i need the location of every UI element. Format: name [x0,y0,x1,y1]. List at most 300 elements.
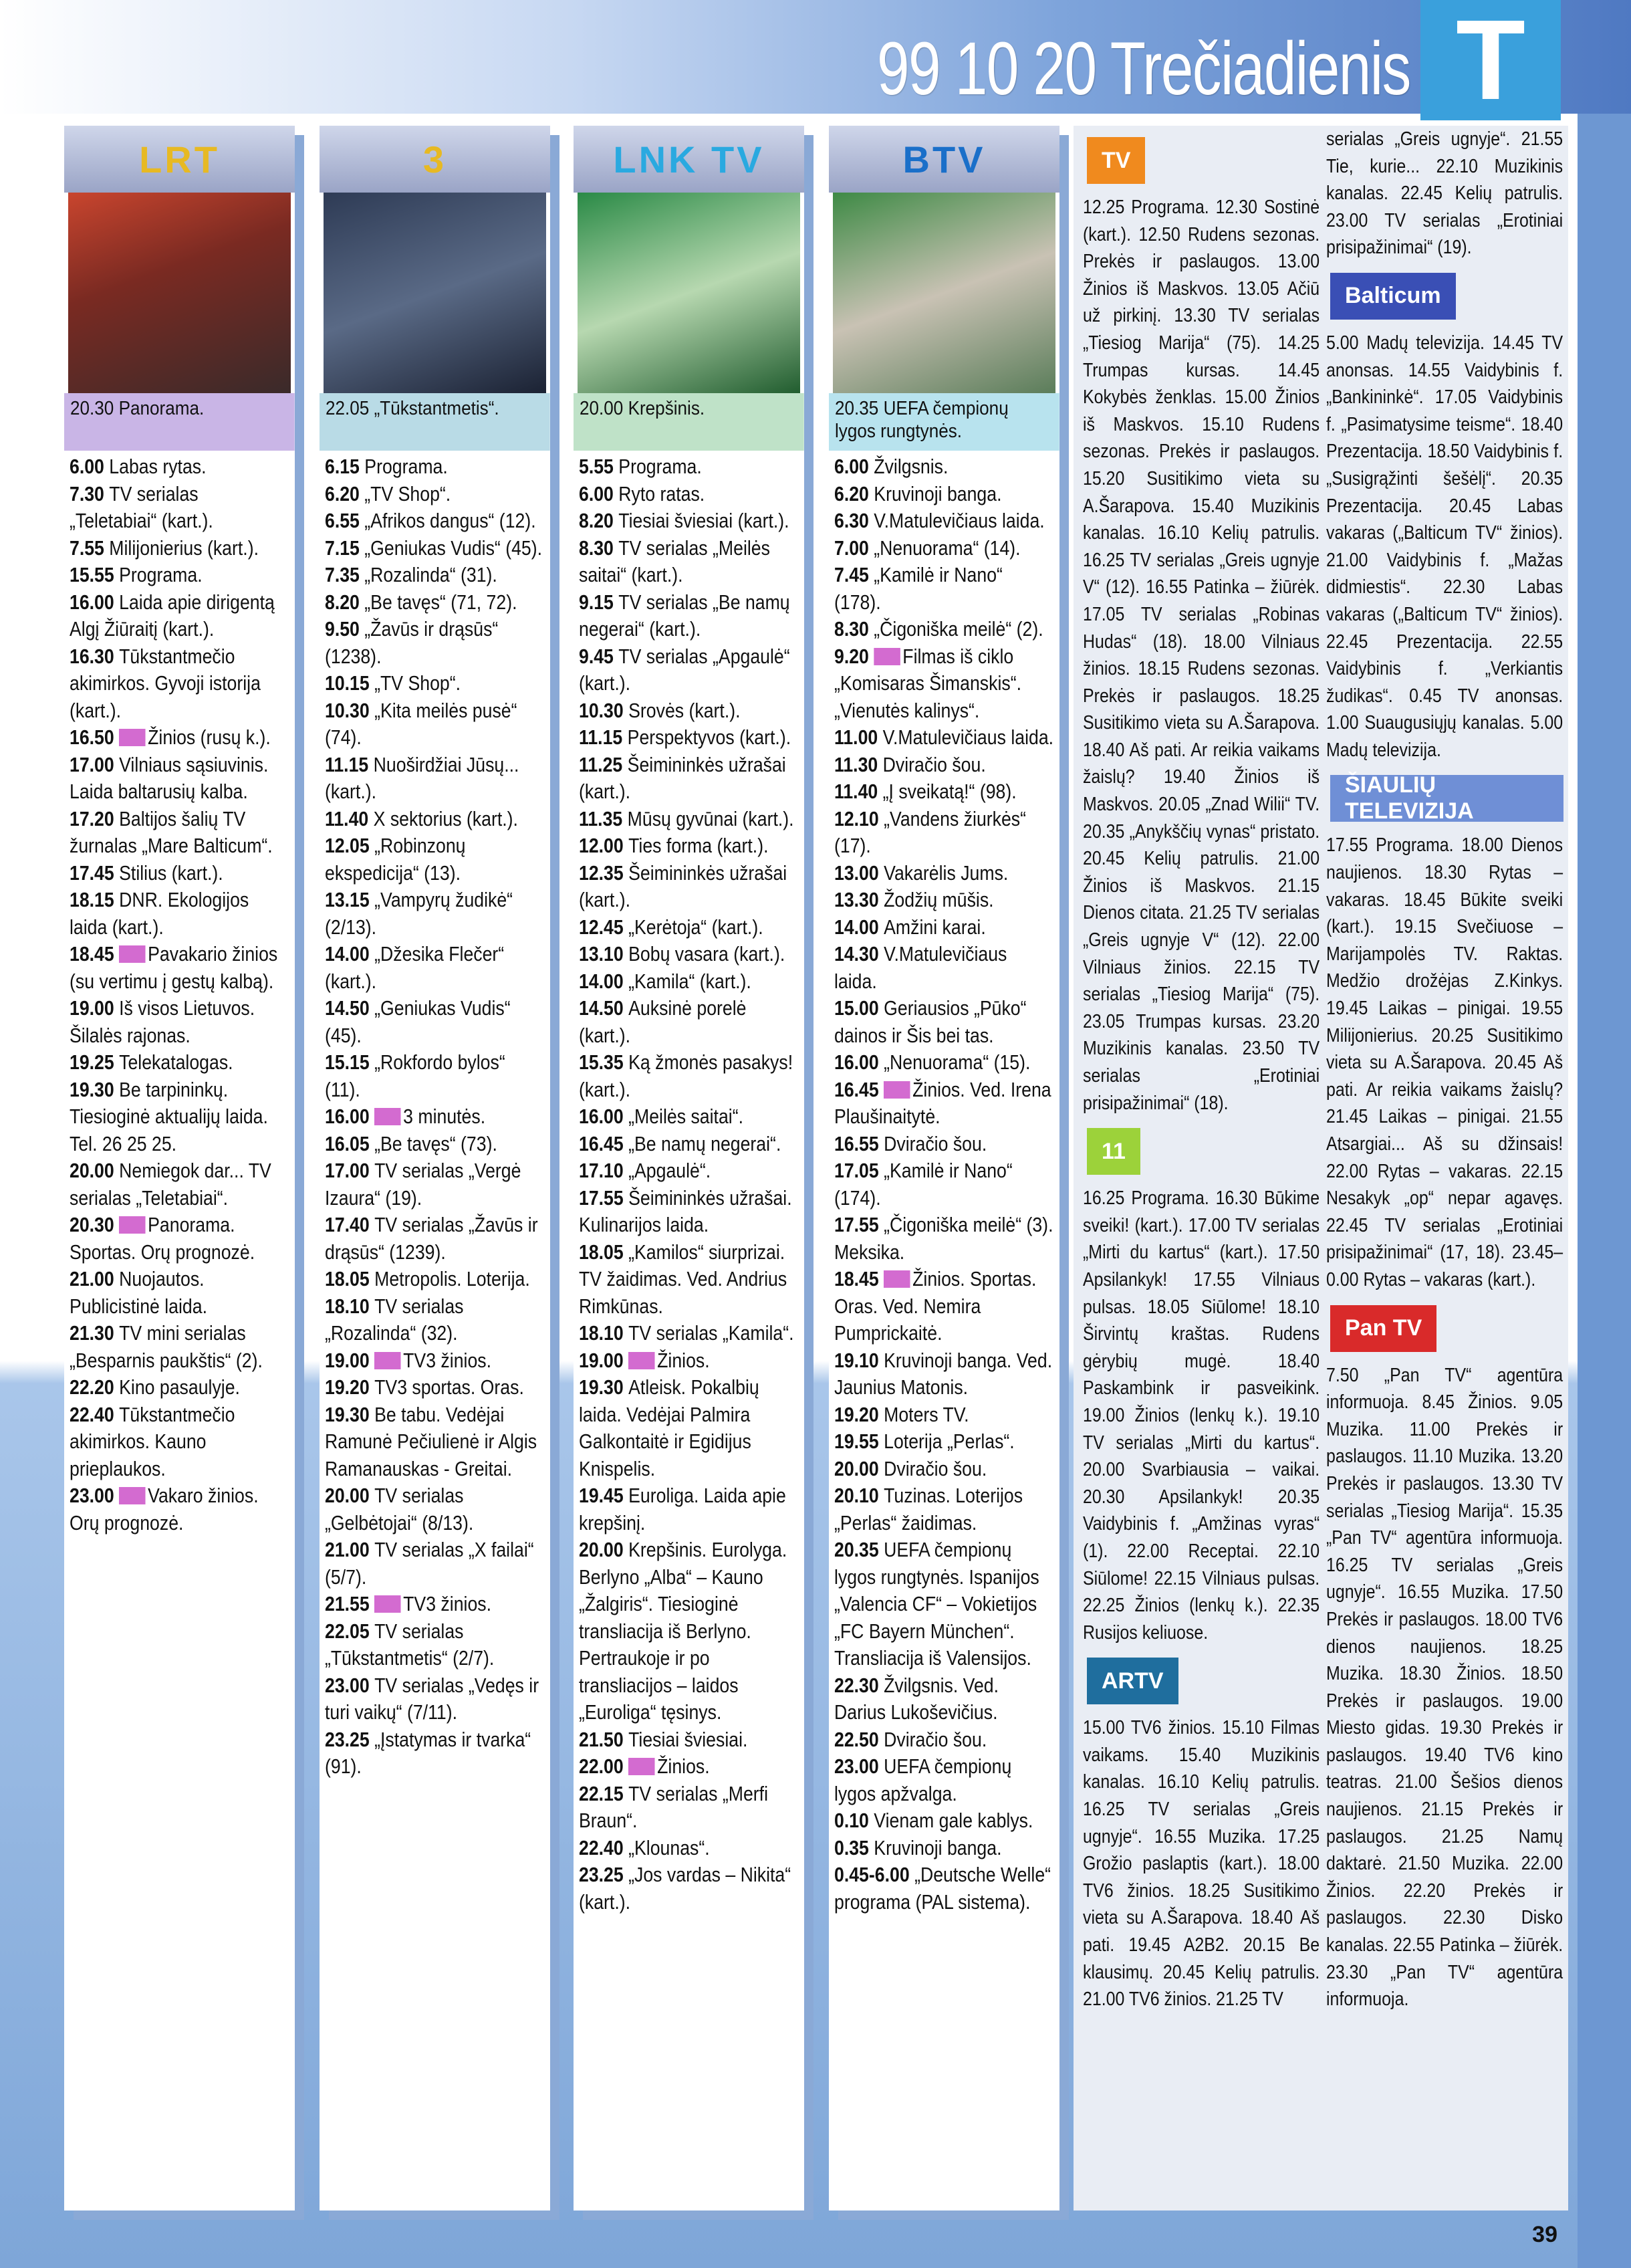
entry-time: 18.10 [325,1294,375,1318]
entry-time: 16.45 [579,1131,629,1155]
entry-time: 18.10 [579,1321,629,1345]
entry-time: 15.15 [325,1050,375,1074]
schedule-entry [325,1103,544,1131]
entry-time: 22.40 [579,1835,629,1859]
schedule-entry [325,697,544,752]
schedule-entry [579,1781,798,1835]
schedule-entry [325,562,544,589]
entry-title: Iš visos Lietuvos. Šilalės rajonas. [70,996,255,1047]
schedule-entry [325,1537,544,1591]
entry-time: 8.20 [325,590,365,614]
schedule-entry [70,806,289,860]
entry-title: UEFA čempionų lygos apžvalga. [834,1754,1012,1805]
news-logo-icon [374,1352,401,1369]
entry-time: 18.05 [325,1267,375,1290]
entry-time: 20.00 [325,1484,375,1507]
page-title: 99 10 20 Trečiadienis [877,27,1410,110]
schedule-entry [325,1672,544,1726]
schedule-entry [579,1239,798,1321]
entry-title: „Kamilos“ siurprizai. TV žaidimas. Ved. Andrius Rimkūnas. [579,1240,787,1318]
entry-time: 23.00 [325,1673,375,1697]
entry-title: Bobų vasara (kart.). [628,942,785,966]
entry-title: TV serialas „Rozalinda“ (32). [325,1294,464,1345]
entry-time: 0.45-6.00 [834,1863,915,1886]
entry-title: TV mini serialas „Besparnis paukštis“ (2). [70,1321,263,1372]
schedule-entry [325,941,544,995]
entry-time: 16.00 [579,1105,629,1128]
schedule-entry [70,481,289,535]
schedule-entry [834,1131,1053,1158]
channel-logo [1330,268,1563,324]
entry-title: Tiesiai šviesiai. [628,1727,748,1751]
entry-title: Vilniaus sąsiuvinis. Laida baltarusių kalba. [70,752,269,803]
entry-title: Ką žmonės pasakys! (kart.). [579,1050,793,1101]
entry-time: 14.30 [834,942,884,966]
schedule-entry [579,481,798,508]
entry-time: 14.50 [325,996,375,1020]
news-logo-icon [628,1352,655,1369]
entry-time: 22.30 [834,1673,884,1697]
schedule-entry [834,1672,1053,1726]
entry-title: TV3 sportas. Oras. [374,1375,524,1399]
entry-time: 6.00 [70,455,110,478]
news-logo-icon [119,1216,146,1234]
entry-time: 6.00 [834,455,874,478]
schedule-entry [579,1726,798,1754]
entry-title: Euroliga. Laida apie krepšinį. [579,1484,786,1535]
schedule-entry [834,724,1053,752]
entry-time: 17.10 [579,1159,629,1182]
channel-logo [1087,1123,1320,1179]
entry-time: 20.30 [70,1213,120,1236]
entry-time: 7.15 [325,536,365,560]
schedule-entry [325,1726,544,1781]
entry-time: 19.20 [834,1402,884,1426]
schedule-entry [325,1618,544,1672]
entry-time: 9.15 [579,590,619,614]
schedule-entry [834,481,1053,508]
entry-time: 19.30 [325,1402,375,1426]
entry-time: 20.00 [70,1159,120,1182]
schedule-list [829,451,1059,1916]
channel-logo-text: 11 [1087,1128,1140,1175]
entry-title: TV3 žinios. [403,1348,492,1372]
schedule-list [64,451,295,1537]
entry-title: 3 minutės. [403,1105,486,1128]
schedule-entry [579,860,798,914]
schedule-entry [579,724,798,752]
schedule-entry [325,453,544,481]
schedule-entry [834,941,1053,995]
schedule-entry [579,1049,798,1103]
schedule-entry [834,535,1053,562]
entry-time: 21.00 [325,1538,375,1561]
entry-title: Tūkstantmečio akimirkos. Kauno prieplaukos. [70,1402,235,1480]
entry-time: 14.50 [579,996,629,1020]
channel-logo-text: Balticum [1330,273,1456,320]
entry-time: 18.45 [70,942,120,966]
entry-time: 21.30 [70,1321,120,1345]
entry-title: Dviračio šou. [884,1456,987,1480]
entry-title: Nuoširdžiai Jūsų... (kart.). [325,752,519,803]
entry-time: 16.30 [70,644,120,668]
entry-title: Mūsų gyvūnai (kart.). [627,806,794,830]
entry-title: Žvilgsnis. Ved. Darius Lukoševičius. [834,1673,999,1724]
entry-title: Tuzinas. Loterijos „Perlas“ žaidimas. [834,1484,1023,1535]
schedule-entry [70,887,289,941]
entry-title: Geriausios „Pūko“ dainos ir Šis bei tas. [834,996,1027,1047]
entry-title: „Nenuorama“ (15). [884,1050,1031,1074]
entry-title: V.Matulevičiaus laida. [882,725,1054,749]
schedule-entry [325,806,544,833]
entry-time: 23.00 [70,1484,120,1507]
news-logo-icon [628,1758,655,1775]
channel-logo-text: TV [1087,137,1145,184]
schedule-entry [834,1753,1053,1807]
entry-time: 17.00 [70,752,120,776]
entry-time: 19.00 [325,1348,375,1372]
schedule-entry [325,1347,544,1375]
entry-title: „Apgaulė“. [628,1159,711,1182]
entry-title: Krepšinis. Eurolyga. Berlyno „Alba“ – Kauno „Žalgiris“. Tiesioginė transliacija iš Berlyno. Pertraukoje ir po transliacijos – laidos „Euroliga“ tęsinys. [579,1538,787,1724]
entry-time: 23.00 [834,1754,884,1778]
entry-time: 20.00 [579,1538,629,1561]
entry-time: 20.35 [834,1538,884,1561]
schedule-entry [70,995,289,1049]
news-logo-icon [884,1081,910,1099]
entry-time: 7.55 [70,536,110,560]
entry-time: 16.00 [325,1105,375,1128]
schedule-entry [325,481,544,508]
entry-title: „Kerėtoja“ (kart.). [628,915,763,939]
entry-time: 0.35 [834,1835,874,1859]
entry-time: 13.15 [325,888,375,911]
schedule-entry [325,887,544,941]
entry-time: 6.20 [325,481,365,505]
entry-title: „Afrikos dangus“ (12). [364,509,536,532]
entry-time: 18.45 [834,1267,884,1290]
entry-title: Nemiegok dar... TV serialas „Teletabiai“. [70,1159,271,1210]
entry-title: Dviračio šou. [882,752,986,776]
entry-title: Telekatalogas. [119,1050,233,1074]
schedule-entry [834,1401,1053,1429]
schedule-entry [579,806,798,833]
schedule-paragraph: 7.50 „Pan TV“ agentūra informuoja. 8.45 Žinios. 9.05 Muzika. 11.00 Prekės ir paslaugos. 11.10 Muzika. 13.20 Prekės ir paslaugos. 13.30 TV serialas „Tiesiog Marija“. 15.35 „Pan TV“ agentūra informuoja. 16.25 TV serialas „Greis ugnyje“. 16.55 Muzika. 17.50 Prekės ir paslaugos. 18.00 TV6 dienos naujienos. 18.25 Muzika. 18.30 Žinios. 18.50 Prekės ir paslaugos. 19.00 Miesto gidas. 19.30 Prekės ir paslaugos. 19.40 TV6 kino teatras. 21.00 Šešios dienos naujienos. 21.15 Prekės ir paslaugos. 21.25 Namų daktarė. 21.50 Muzika. 22.00 Žinios. 22.20 Prekės ir paslaugos. 22.30 Disko kanalas. 22.55 Patinka – žiūrėk. 23.30 „Pan TV“ agentūra informuoja. [1326,1364,1563,2011]
channel-logo [1330,1300,1563,1357]
entry-title: Žinios. [657,1754,710,1778]
schedule-entry [834,1482,1053,1537]
entry-time: 14.00 [325,942,375,966]
schedule-entry [325,1591,544,1618]
entry-title: Be tarpininkų. Tiesioginė aktualijų laida. Tel. 26 25 25. [70,1077,268,1155]
entry-title: Ryto ratas. [618,481,705,505]
channel-logo-text: ŠIAULIŲ TELEVIZIJA [1330,775,1563,822]
news-logo-icon [374,1108,401,1125]
entry-time: 19.30 [70,1077,120,1101]
entry-time: 16.45 [834,1077,884,1101]
entry-title: Kino pasaulyje. [119,1375,240,1399]
entry-time: 8.30 [834,617,874,641]
schedule-paragraph: 15.00 TV6 žinios. 15.10 Filmas vaikams. 15.40 Muzikinis kanalas. 16.10 Kelių patrulis. 16.25 TV serialas „Greis ugnyje“. 16.55 Muzika. 17.25 Grožio paslaptis (kart.). 18.00 TV6 žinios. 18.25 Susitikimo vieta su A.Šarapova. 18.40 Aš pati. 19.45 A2B2. 20.15 Be klausimų. 20.45 Kelių patrulis. 21.00 TV6 žinios. 21.25 TV [1083,1717,1320,2011]
entry-time: 20.00 [834,1456,884,1480]
page-number: 39 [1532,2222,1557,2247]
entry-time: 19.55 [834,1430,884,1453]
entry-time: 13.30 [834,888,884,911]
schedule-entry [579,1835,798,1862]
schedule-entry [325,1293,544,1347]
entry-title: „Įstatymas ir tvarka“ (91). [325,1727,531,1778]
entry-title: Vakaro žinios. Orų prognozė. [70,1484,259,1535]
channel-photo [68,193,291,393]
schedule-entry [579,832,798,860]
schedule-entry [325,670,544,697]
entry-title: „Vandens žiurkės“ (17). [834,806,1027,857]
entry-title: Labas rytas. [109,455,207,478]
entry-title: TV serialas „Be namų negerai“ (kart.). [579,590,790,641]
entry-time: 7.45 [834,563,874,586]
entry-title: TV serialas „Vergė Izaura“ (19). [325,1159,521,1210]
entry-title: „Čigoniška meilė“ (3). Meksika. [834,1213,1053,1264]
entry-title: Kruvinoji banga. [874,481,1002,505]
channel-logo: BTV [829,126,1059,193]
schedule-entry [325,535,544,562]
entry-time: 18.05 [579,1240,629,1264]
entry-time: 22.00 [579,1754,629,1778]
entry-title: Atleisk. Pokalbių laida. Vedėjai Palmira Galkontaitė ir Egidijus Knispelis. [579,1375,759,1480]
entry-time: 6.00 [579,481,619,505]
entry-title: Programa. [364,455,448,478]
entry-time: 17.40 [325,1213,375,1236]
entry-time: 22.15 [579,1781,629,1805]
entry-title: „TV Shop“. [364,481,451,505]
news-logo-icon [119,945,146,963]
entry-time: 13.00 [834,861,884,885]
entry-title: „Rozalinda“ (31). [364,563,497,586]
entry-time: 17.55 [834,1213,884,1236]
entry-time: 8.30 [579,536,619,560]
entry-time: 11.15 [325,752,374,776]
entry-time: 22.05 [325,1619,375,1643]
entry-time: 23.25 [579,1863,629,1886]
entry-title: TV serialas „Meilės saitai“ (kart.). [579,536,770,586]
entry-title: Kruvinoji banga. Ved. Jaunius Matonis. [834,1348,1053,1399]
entry-title: Dviračio šou. [884,1727,987,1751]
channel-logo-text: ARTV [1087,1658,1178,1704]
entry-time: 7.00 [834,536,874,560]
channel-photo [833,193,1055,393]
schedule-entry [579,752,798,806]
schedule-entry [579,1157,798,1185]
entry-time: 11.00 [834,725,883,749]
entry-time: 17.05 [834,1159,884,1182]
right-panel-right [1326,126,1563,2013]
entry-title: Perspektyvos (kart.). [627,725,791,749]
entry-title: TV serialas „Tūkstantmetis“ (2/7). [325,1619,495,1670]
channel-column [320,126,550,2210]
channel-logo [1087,1653,1320,1709]
entry-title: Žinios. [657,1348,710,1372]
entry-title: Vienam gale kablys. [874,1809,1033,1832]
schedule-entry [579,968,798,996]
schedule-entry [579,1753,798,1781]
schedule-entry [579,1861,798,1916]
schedule-entry [834,1807,1053,1835]
schedule-entry [579,941,798,968]
schedule-entry [834,1347,1053,1401]
schedule-entry [579,453,798,481]
schedule-entry [834,995,1053,1049]
schedule-paragraph: 12.25 Programa. 12.30 Sostinė (kart.). 12.50 Rudens sezonas. Prekės ir paslaugos. 13.00 Žinios iš Maskvos. 13.05 Ačiū už pirkinį. 13.30 TV serialas „Tiesiog Marija“ (75). 14.25 Trumpas kursas. 14.45 Kokybės ženklas. 15.00 Žinios iš Maskvos. 15.10 Rudens sezonas. Prekės ir paslaugos. 15.20 Susitikimo vieta su A.Šarapova. 15.40 Muzikinis kanalas. 16.10 Kelių patrulis. 16.25 TV serialas „Greis ugnyje V“ (12). 16.55 Patinka – žiūrėk. 17.05 TV serialas „Robinas Hudas“ (18). 18.00 Vilniaus žinios. 18.15 Rudens sezonas. Prekės ir paslaugos. 18.25 Susitikimo vieta su A.Šarapova. 18.40 Aš pati. Ar reikia vaikams žaislų? 19.40 Žinios iš Maskvos. 20.05 „Znad Wilii“ TV. 20.35 „Anykščių vynas“ pristato. 20.45 Kelių patrulis. 21.00 Žinios iš Maskvos. 21.15 Dienos citata. 21.25 TV serialas „Greis ugnyje V“ (12). 22.00 Vilniaus žinios. 22.15 TV serialas „Tiesiog Marija“ (75). 23.05 Trumpas kursas. 23.20 Muzikinis kanalas. 23.50 TV serialas „Erotiniai prisipažinimai“ (18). [1083,197,1320,1114]
entry-title: „Klounas“. [628,1835,710,1859]
right-panel-left [1083,126,1320,2013]
right-strip [1578,114,1631,2268]
entry-title: „Čigoniška meilė“ (2). [874,617,1043,641]
entry-title: „Geniukas Vudis“ (45). [325,996,511,1047]
entry-title: Dviračio šou. [884,1131,987,1155]
schedule-entry [834,562,1053,616]
entry-title: Metropolis. Loterija. [374,1267,530,1290]
schedule-entry [834,1076,1053,1131]
entry-time: 0.10 [834,1809,874,1832]
entry-time: 23.25 [325,1727,375,1751]
entry-title: TV serialas „Vedęs ir turi vaikų“ (7/11). [325,1673,539,1724]
channel-logo [1087,132,1320,189]
entry-time: 17.45 [70,861,120,885]
schedule-entry [579,1347,798,1375]
entry-title: Žinios (rusų k.). [148,725,271,749]
schedule-entry [70,941,289,995]
schedule-entry [325,1482,544,1537]
entry-time: 15.00 [834,996,884,1020]
entry-time: 10.15 [325,671,375,695]
entry-title: TV serialas „Gelbėtojai“ (8/13). [325,1484,474,1535]
schedule-entry [579,1374,798,1482]
entry-time: 13.10 [579,942,629,966]
schedule-entry [70,1401,289,1483]
schedule-entry [70,1212,289,1266]
entry-time: 10.30 [325,698,375,722]
entry-title: Srovės (kart.). [628,698,741,722]
entry-time: 11.25 [579,752,628,776]
entry-time: 21.00 [70,1267,120,1290]
schedule-entry [70,562,289,589]
entry-time: 19.10 [834,1348,884,1372]
section-tab: T [1420,0,1561,120]
schedule-entry [834,1266,1053,1347]
channel-logo-text: Pan TV [1330,1305,1436,1352]
entry-time: 22.20 [70,1375,120,1399]
entry-time: 12.00 [579,834,629,857]
entry-time: 19.20 [325,1375,375,1399]
entry-title: Milijonierius (kart.). [109,536,259,560]
entry-title: TV serialas „Apgaulė“ (kart.). [579,644,790,695]
entry-time: 16.00 [70,590,120,614]
schedule-entry [579,1185,798,1239]
schedule-entry [70,860,289,887]
entry-time: 19.00 [70,996,120,1020]
schedule-paragraph: serialas „Greis ugnyje“. 21.55 Tie, kurie... 22.10 Muzikinis kanalas. 22.45 Kelių patrulis. 23.00 TV serialas „Erotiniai prisipažinimai“ (19). [1326,128,1563,259]
entry-title: Laida apie dirigentą Algį Žiūraitį (kart.). [70,590,275,641]
entry-time: 5.55 [579,455,619,478]
entry-time: 17.00 [325,1159,375,1182]
entry-time: 19.00 [579,1348,629,1372]
entry-title: „Vampyrų žudikė“ (2/13). [325,888,513,939]
entry-title: TV serialas „Žavūs ir drąsūs“ (1239). [325,1213,538,1264]
schedule-entry [325,995,544,1049]
entry-time: 6.30 [834,509,874,532]
entry-title: V.Matulevičiaus laida. [874,509,1045,532]
schedule-entry [325,832,544,887]
entry-title: UEFA čempionų lygos rungtynės. Ispanijos „Valencia CF“ – Vokietijos „FC Bayern München“. Transliacija iš Valensijos. [834,1538,1039,1670]
schedule-entry [325,1266,544,1293]
entry-time: 9.20 [834,644,874,668]
entry-title: „Į sveikatą!“ (98). [882,780,1017,803]
entry-title: „Kamila“ (kart.). [628,969,751,993]
entry-title: „Be namų negerai“. [628,1131,781,1155]
news-logo-icon [119,1487,146,1504]
entry-time: 21.55 [325,1592,375,1615]
entry-time: 22.50 [834,1727,884,1751]
entry-time: 19.30 [579,1375,629,1399]
news-logo-icon [374,1595,401,1613]
entry-time: 14.00 [834,915,884,939]
schedule-entry [325,1157,544,1212]
right-panel [1074,126,1568,2210]
schedule-entry [70,589,289,643]
entry-time: 6.55 [325,509,365,532]
schedule-entry [325,1049,544,1103]
channel-column [64,126,295,2210]
schedule-entry [579,914,798,941]
highlight-program: 20.00 Krepšinis. [574,393,804,451]
schedule-entry [70,724,289,752]
schedule-entry [579,1537,798,1726]
entry-time: 22.40 [70,1402,120,1426]
schedule-entry [579,995,798,1049]
channel-column [829,126,1059,2210]
entry-time: 12.35 [579,861,629,885]
schedule-entry [834,643,1053,725]
entry-time: 11.30 [834,752,883,776]
entry-title: TV3 žinios. [403,1592,492,1615]
schedule-entry [325,1374,544,1401]
schedule-entry [834,778,1053,806]
entry-title: Amžini karai. [884,915,986,939]
entry-time: 6.15 [325,455,365,478]
entry-title: TV serialas „X failai“ (5/7). [325,1538,534,1589]
entry-time: 12.05 [325,834,375,857]
entry-title: „Jos vardas – Nikita“ (kart.). [579,1863,791,1914]
channel-photo [578,193,800,393]
schedule-entry [834,752,1053,779]
schedule-entry [834,1157,1053,1212]
schedule-entry [70,1266,289,1320]
schedule-entry [834,453,1053,481]
entry-title: „Meilės saitai“. [628,1105,743,1128]
schedule-entry [834,860,1053,887]
entry-title: X sektorius (kart.). [373,806,518,830]
entry-time: 7.35 [325,563,365,586]
highlight-program: 22.05 „Tūkstantmetis“. [320,393,550,451]
schedule-entry [579,643,798,697]
entry-title: „Žavūs ir drąsūs“ (1238). [325,617,499,668]
entry-time: 10.30 [579,698,629,722]
entry-title: Baltijos šalių TV žurnalas „Mare Balticum“. [70,806,273,857]
schedule-entry [834,887,1053,914]
schedule-entry [70,453,289,481]
entry-title: „Džesika Flečer“ (kart.). [325,942,505,993]
schedule-entry [325,1212,544,1266]
